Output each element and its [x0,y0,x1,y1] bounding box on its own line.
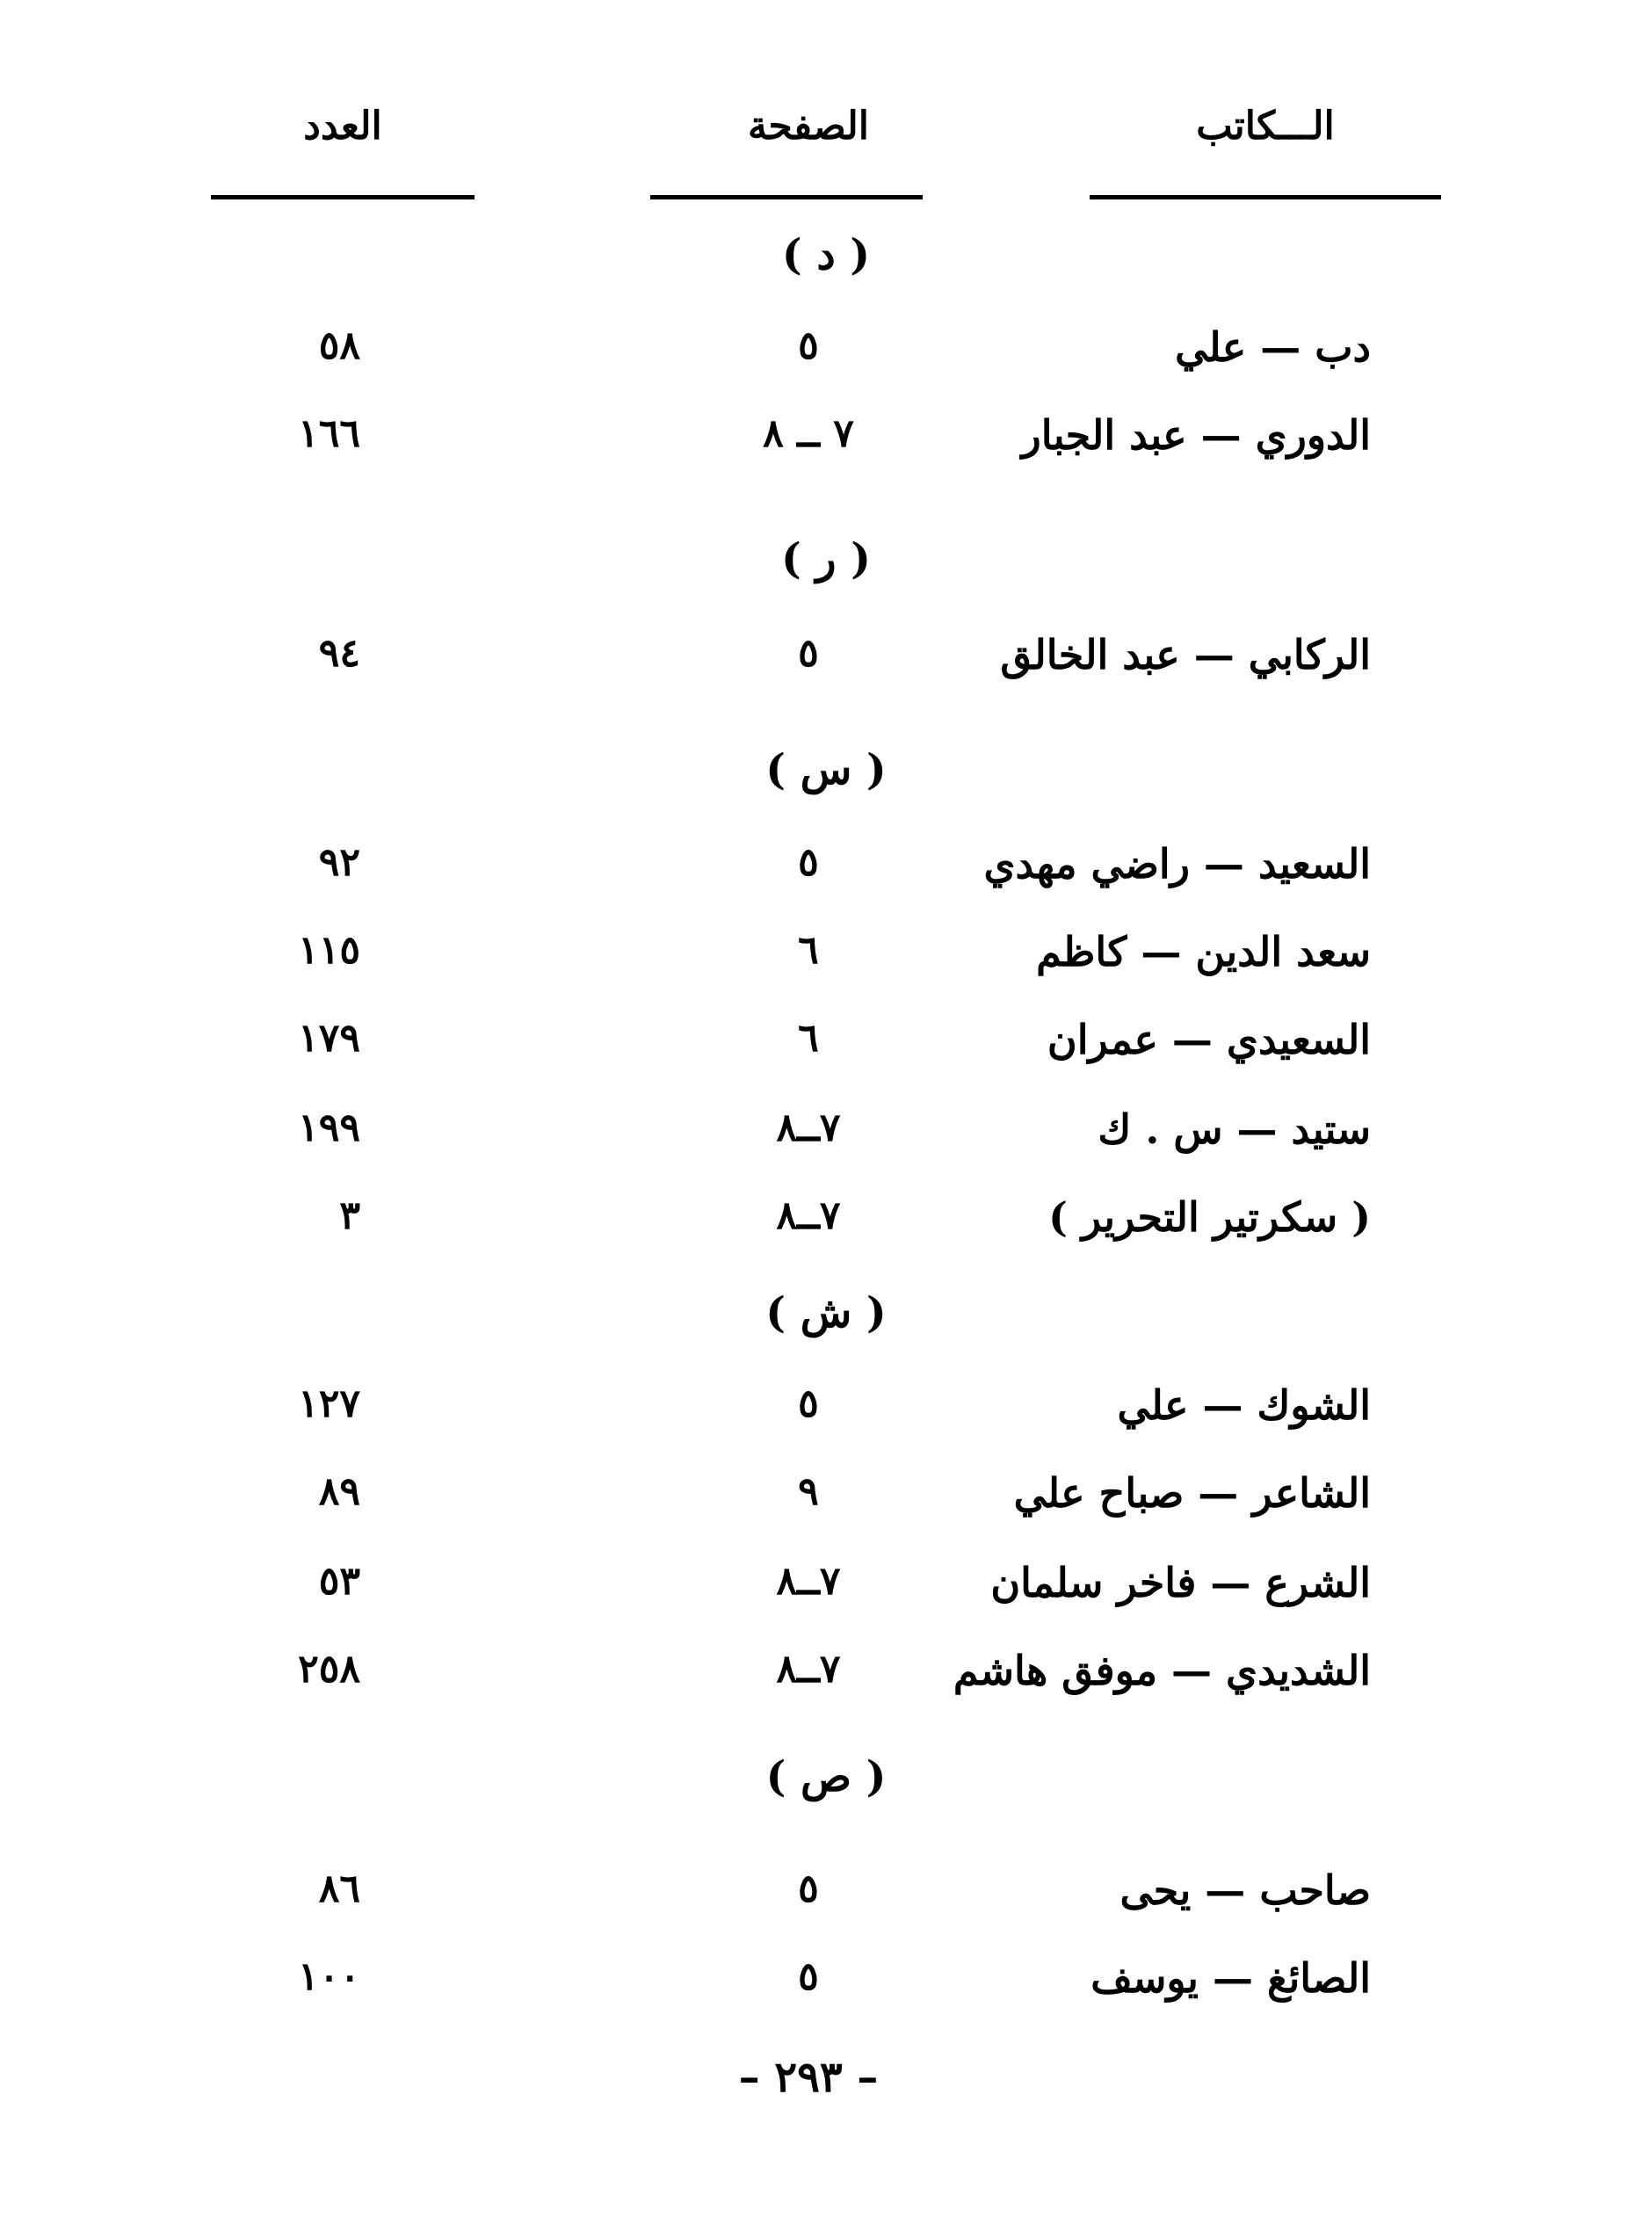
section-letter: ( د ) [781,230,871,279]
table-row [0,1559,1652,1620]
author-name: الشديدي — موفق هاشم [953,1647,1371,1694]
author-name: الصائغ — يوسف [1090,1954,1371,2002]
table-row [0,1105,1652,1167]
author-name: سعد الدين — كاظم [1036,928,1371,975]
page-number: ٥ [798,631,819,676]
issue-number: ٣ [339,1193,360,1238]
section-letter: ( ر ) [780,534,872,583]
page-number: ٩ [798,1469,819,1514]
table-row [0,928,1652,989]
issue-column-header: العدد [303,104,382,149]
issue-number: ٥٨ [318,323,360,368]
author-name: الركابي — عبد الخالق [1000,631,1371,678]
author-name: الشرع — فاخر سلمان [990,1559,1371,1606]
table-row [0,631,1652,692]
issue-number: ١٩٩ [298,1105,360,1150]
author-name: الدوري — عبد الجبار [1021,411,1371,459]
author-name: ( سكرتير التحرير ) [1048,1193,1371,1241]
issue-number: ١٠٠ [298,1954,360,1999]
page-column-header: الصفحة [747,104,870,149]
page-number: ٦ [798,1016,819,1061]
table-row [0,1381,1652,1443]
issue-number: ٢٥٨ [298,1647,360,1692]
author-column-header: الـــكاتب [1196,104,1335,149]
author-name: دب — علي [1175,323,1371,371]
issue-number: ٨٩ [318,1469,360,1514]
author-name: السعيدي — عمران [1047,1016,1371,1063]
page-number: ٧ ــ ٨ [763,411,854,456]
page-number: ٧ــ٨ [776,1559,841,1604]
table-row [0,411,1652,473]
page-number: ٥ [798,1954,819,1999]
table-row [0,1016,1652,1077]
table-row [0,1469,1652,1531]
section-letter: ( ش ) [765,1288,887,1337]
page-footer-number: – ٢٩٣ – [738,2053,879,2102]
author-name: السعيد — راضي مهدي [983,840,1371,888]
page-number: ٥ [798,1381,819,1426]
issue-number: ٨٦ [318,1866,360,1911]
page-number: ٥ [798,1866,819,1911]
issue-number: ١٧٩ [298,1016,360,1061]
issue-number: ١٦٦ [298,411,360,456]
issue-number: ٩٢ [318,840,360,885]
table-row [0,840,1652,902]
table-row [0,1954,1652,2016]
page-number: ٥ [798,323,819,368]
section-letter: ( ص ) [765,1752,887,1801]
author-name: صاحب — يحى [1119,1866,1371,1914]
page-header-rule [650,195,923,199]
page-number: ٦ [798,928,819,973]
section-letter: ( س ) [765,745,887,794]
page-number: ٥ [798,840,819,885]
table-row [0,1647,1652,1708]
author-name: الشوك — علي [1117,1381,1371,1429]
issue-number: ٩٤ [318,631,360,676]
author-name: الشاعر — صباح علي [1013,1469,1371,1517]
issue-number: ١١٥ [298,928,360,973]
issue-number: ١٢٧ [298,1381,360,1426]
page-number: ٧ــ٨ [776,1193,841,1238]
table-row [0,1866,1652,1928]
page-number: ٧ــ٨ [776,1647,841,1692]
issue-number: ٥٣ [318,1559,360,1604]
table-row [0,1193,1652,1255]
issue-header-rule [211,195,475,199]
table-row [0,323,1652,385]
author-name: ستيد — س . ك [1098,1105,1371,1153]
page-number: ٧ــ٨ [776,1105,841,1150]
author-header-rule [1090,195,1441,199]
